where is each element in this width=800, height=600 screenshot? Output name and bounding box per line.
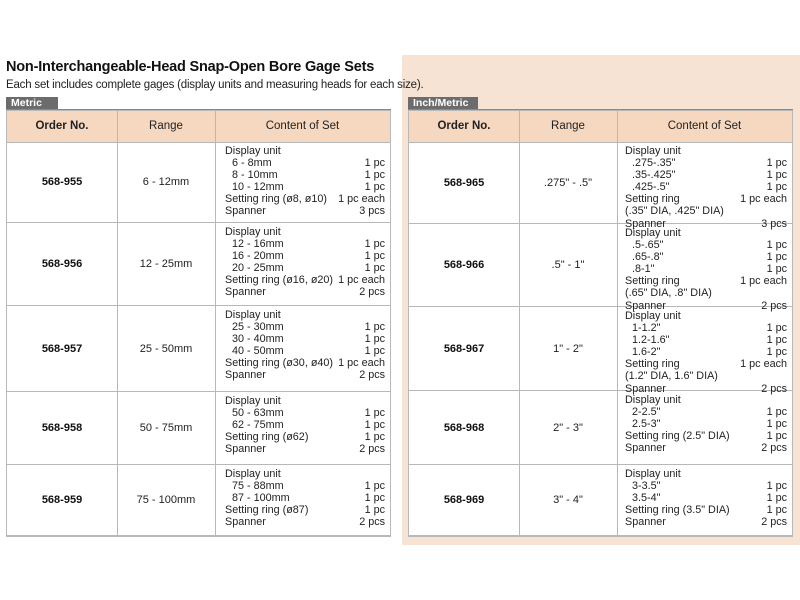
- content-quantity: 1 pc: [766, 480, 787, 493]
- order-number: 568-965: [443, 176, 485, 189]
- metric-range-header: Range: [149, 120, 183, 132]
- content-item: Spanner: [625, 299, 666, 312]
- content-line: [625, 239, 787, 251]
- content-item: Display unit: [225, 468, 281, 480]
- content-line: [225, 369, 385, 381]
- range-value: 50 - 75mm: [139, 422, 193, 434]
- range-value: 6 - 12mm: [142, 176, 190, 188]
- content-line: [225, 169, 385, 181]
- content-item: Display unit: [625, 310, 681, 322]
- content-item: Display unit: [225, 226, 281, 238]
- content-item: Setting ring: [625, 358, 680, 371]
- set-contents: [225, 395, 385, 455]
- content-item: 1.6-2": [632, 346, 661, 359]
- metric-content-header: Content of Set: [265, 120, 340, 132]
- content-line: [625, 418, 787, 430]
- content-line: [625, 442, 787, 454]
- content-item: Spanner: [225, 443, 266, 456]
- content-quantity: 1 pc each: [740, 193, 787, 206]
- content-item: 16 - 20mm: [232, 250, 284, 263]
- content-line: [225, 286, 385, 298]
- content-line: [225, 193, 385, 205]
- content-quantity: 1 pc: [364, 262, 385, 275]
- content-quantity: 1 pc: [364, 492, 385, 505]
- content-item: 75 - 88mm: [232, 480, 284, 493]
- content-quantity: 2 pcs: [359, 516, 385, 529]
- content-item: 20 - 25mm: [232, 262, 284, 275]
- content-item: Spanner: [625, 516, 666, 529]
- content-item: Spanner: [225, 205, 266, 218]
- content-item: .275-.35": [632, 157, 676, 170]
- column-divider: [215, 111, 216, 536]
- content-line: [625, 516, 787, 528]
- set-contents: [225, 468, 385, 528]
- content-line: [225, 274, 385, 286]
- content-quantity: 3 pcs: [359, 205, 385, 218]
- content-quantity: 1 pc: [766, 430, 787, 443]
- content-item: 2.5-3": [632, 418, 661, 431]
- metric-table: [6, 110, 391, 537]
- content-item: 30 - 40mm: [232, 333, 284, 346]
- content-quantity: 1 pc: [364, 431, 385, 444]
- content-item: Display unit: [225, 395, 281, 407]
- range-value: 75 - 100mm: [136, 494, 196, 506]
- content-line: [625, 310, 787, 322]
- set-contents: [625, 468, 787, 528]
- content-line: [625, 227, 787, 239]
- content-item: 10 - 12mm: [232, 181, 284, 194]
- content-line: [625, 504, 787, 516]
- content-quantity: 1 pc each: [740, 358, 787, 371]
- content-line: [625, 263, 787, 275]
- content-line: [625, 480, 787, 492]
- content-quantity: 1 pc: [766, 504, 787, 517]
- table-row: [7, 223, 390, 306]
- inch-table-header: [409, 111, 792, 143]
- content-line: [625, 205, 787, 217]
- order-number: 568-966: [443, 259, 485, 271]
- content-line: [625, 346, 787, 358]
- content-quantity: 1 pc: [364, 238, 385, 251]
- table-row: [409, 391, 792, 465]
- content-line: [225, 468, 385, 480]
- content-quantity: 1 pc: [364, 333, 385, 346]
- inch-section-tab: Inch/Metric: [408, 97, 478, 110]
- column-divider: [617, 111, 618, 536]
- content-quantity: 2 pcs: [359, 286, 385, 299]
- content-line: [225, 333, 385, 345]
- set-contents: [225, 226, 385, 299]
- content-item: 12 - 16mm: [232, 238, 284, 251]
- range-value: 2" - 3": [553, 421, 583, 434]
- content-line: [225, 205, 385, 217]
- content-quantity: 2 pcs: [761, 299, 787, 312]
- content-item: 62 - 75mm: [232, 419, 284, 432]
- content-item: Setting ring (ø87): [225, 504, 309, 517]
- content-quantity: 1 pc: [766, 181, 787, 194]
- content-quantity: 2 pcs: [761, 442, 787, 455]
- content-quantity: 1 pc: [766, 322, 787, 335]
- content-item: Spanner: [225, 369, 266, 382]
- content-quantity: 1 pc: [364, 480, 385, 493]
- content-item: 3-3.5": [632, 480, 661, 493]
- content-line: [225, 309, 385, 321]
- content-item: Setting ring (ø30, ø40): [225, 357, 334, 370]
- column-divider: [519, 111, 520, 536]
- content-item: 3.5-4": [632, 492, 661, 505]
- content-item: (.65" DIA, .8" DIA): [625, 287, 712, 300]
- table-row: [7, 306, 390, 392]
- table-row: [409, 465, 792, 536]
- content-line: [625, 406, 787, 418]
- content-line: [625, 430, 787, 442]
- content-item: .425-.5": [632, 181, 670, 194]
- content-line: [625, 358, 787, 370]
- content-quantity: 2 pcs: [359, 443, 385, 456]
- content-line: [225, 443, 385, 455]
- content-item: .35-.425": [632, 169, 676, 182]
- content-quantity: 1 pc each: [740, 275, 787, 288]
- order-number: 568-969: [443, 494, 485, 506]
- content-quantity: 1 pc: [766, 251, 787, 264]
- content-line: [225, 431, 385, 443]
- content-item: 2-2.5": [632, 406, 661, 419]
- content-quantity: 1 pc: [766, 239, 787, 252]
- metric-section-tab: Metric: [6, 97, 58, 110]
- content-item: Setting ring: [625, 275, 680, 288]
- range-value: 12 - 25mm: [139, 258, 193, 270]
- content-quantity: 2 pcs: [761, 382, 787, 395]
- content-quantity: 1 pc: [766, 169, 787, 182]
- content-line: [225, 238, 385, 250]
- content-item: Spanner: [225, 516, 266, 529]
- order-number: 568-957: [41, 342, 83, 355]
- set-contents: [625, 310, 787, 395]
- content-line: [625, 145, 787, 157]
- content-item: 40 - 50mm: [232, 345, 284, 358]
- content-quantity: 2 pcs: [761, 516, 787, 529]
- content-line: [225, 262, 385, 274]
- inch-order-no-header: Order No.: [437, 120, 491, 132]
- content-item: Setting ring (ø8, ø10): [225, 193, 328, 206]
- content-item: Setting ring (3.5" DIA): [625, 504, 730, 517]
- content-item: 87 - 100mm: [232, 492, 290, 505]
- inch-content-header: Content of Set: [667, 120, 742, 132]
- content-line: [625, 492, 787, 504]
- content-item: 25 - 30mm: [232, 321, 284, 334]
- table-row: [409, 224, 792, 312]
- content-item: Spanner: [225, 286, 266, 299]
- set-contents: [625, 227, 787, 312]
- content-item: Display unit: [625, 468, 681, 480]
- metric-table-header: [7, 111, 390, 143]
- content-line: [625, 275, 787, 287]
- content-item: .65-.8": [632, 251, 664, 264]
- content-line: [225, 480, 385, 492]
- content-line: [225, 226, 385, 238]
- set-contents: [625, 394, 787, 454]
- content-line: [625, 468, 787, 480]
- content-quantity: 1 pc: [364, 181, 385, 194]
- range-value: .5" - 1": [551, 259, 585, 271]
- content-item: Setting ring (ø16, ø20): [225, 274, 334, 287]
- content-line: [225, 504, 385, 516]
- table-row: [7, 142, 390, 223]
- content-quantity: 1 pc: [364, 321, 385, 334]
- content-line: [225, 419, 385, 431]
- content-quantity: 1 pc: [766, 346, 787, 359]
- content-line: [625, 169, 787, 181]
- content-quantity: 1 pc: [766, 418, 787, 431]
- content-line: [625, 287, 787, 299]
- content-line: [625, 181, 787, 193]
- content-item: 8 - 10mm: [232, 169, 278, 182]
- content-item: Setting ring: [625, 193, 680, 206]
- table-row: [7, 392, 390, 465]
- content-line: [225, 395, 385, 407]
- content-line: [225, 181, 385, 193]
- content-item: 50 - 63mm: [232, 407, 284, 420]
- order-number: 568-967: [443, 342, 485, 355]
- content-line: [225, 157, 385, 169]
- content-quantity: 2 pcs: [359, 369, 385, 382]
- set-contents: [225, 309, 385, 382]
- set-contents: [625, 145, 787, 230]
- content-line: [225, 250, 385, 262]
- content-quantity: 1 pc each: [338, 193, 385, 206]
- content-quantity: 1 pc: [364, 504, 385, 517]
- content-line: [625, 370, 787, 382]
- content-quantity: 3 pcs: [761, 217, 787, 230]
- range-value: 3" - 4": [553, 494, 583, 506]
- content-quantity: 1 pc: [766, 406, 787, 419]
- metric-order-no-header: Order No.: [35, 120, 89, 132]
- content-line: [225, 516, 385, 528]
- content-item: Display unit: [625, 394, 681, 406]
- content-item: .5-.65": [632, 239, 664, 252]
- content-item: 1.2-1.6": [632, 334, 670, 347]
- content-item: .8-1": [632, 263, 655, 276]
- content-line: [625, 157, 787, 169]
- content-item: Setting ring (2.5" DIA): [625, 430, 730, 443]
- content-quantity: 1 pc: [364, 345, 385, 358]
- content-quantity: 1 pc each: [338, 274, 385, 287]
- order-number: 568-959: [41, 494, 83, 506]
- content-quantity: 1 pc each: [338, 357, 385, 370]
- content-quantity: 1 pc: [364, 250, 385, 263]
- content-line: [225, 492, 385, 504]
- content-line: [625, 251, 787, 263]
- column-divider: [117, 111, 118, 536]
- range-value: .275" - .5": [543, 176, 593, 189]
- content-item: Setting ring (ø62): [225, 431, 309, 444]
- table-row: [409, 142, 792, 230]
- order-number: 568-958: [41, 422, 83, 434]
- content-line: [625, 322, 787, 334]
- content-item: (.35" DIA, .425" DIA): [625, 205, 724, 218]
- content-quantity: 1 pc: [364, 169, 385, 182]
- content-line: [625, 394, 787, 406]
- content-quantity: 1 pc: [766, 263, 787, 276]
- content-line: [625, 334, 787, 346]
- content-item: Display unit: [225, 309, 281, 321]
- page-subtitle: Each set includes complete gages (display units and measuring heads for each size).: [6, 79, 424, 91]
- content-item: 6 - 8mm: [232, 157, 272, 170]
- content-quantity: 1 pc: [364, 407, 385, 420]
- content-line: [225, 407, 385, 419]
- set-contents: [225, 145, 385, 218]
- table-row: [7, 465, 390, 536]
- content-item: Display unit: [225, 145, 281, 157]
- order-number: 568-968: [443, 421, 485, 434]
- inch-range-header: Range: [551, 120, 585, 132]
- content-line: [225, 345, 385, 357]
- content-item: Display unit: [625, 227, 681, 239]
- content-item: Spanner: [625, 217, 666, 230]
- content-quantity: 1 pc: [766, 157, 787, 170]
- content-item: Display unit: [625, 145, 681, 157]
- content-quantity: 1 pc: [364, 157, 385, 170]
- content-item: 1-1.2": [632, 322, 661, 335]
- order-number: 568-956: [41, 258, 83, 270]
- content-item: (1.2" DIA, 1.6" DIA): [625, 370, 718, 383]
- content-item: Spanner: [625, 442, 666, 455]
- page-title: Non-Interchangeable-Head Snap-Open Bore Gage Sets: [6, 59, 375, 75]
- content-line: [625, 193, 787, 205]
- content-quantity: 1 pc: [766, 492, 787, 505]
- content-line: [225, 357, 385, 369]
- table-row: [409, 307, 792, 395]
- content-item: Spanner: [625, 382, 666, 395]
- range-value: 1" - 2": [553, 342, 583, 355]
- content-quantity: 1 pc: [766, 334, 787, 347]
- content-quantity: 1 pc: [364, 419, 385, 432]
- inch-table: [408, 110, 793, 537]
- content-line: [225, 321, 385, 333]
- range-value: 25 - 50mm: [139, 342, 193, 355]
- content-line: [225, 145, 385, 157]
- order-number: 568-955: [41, 176, 83, 188]
